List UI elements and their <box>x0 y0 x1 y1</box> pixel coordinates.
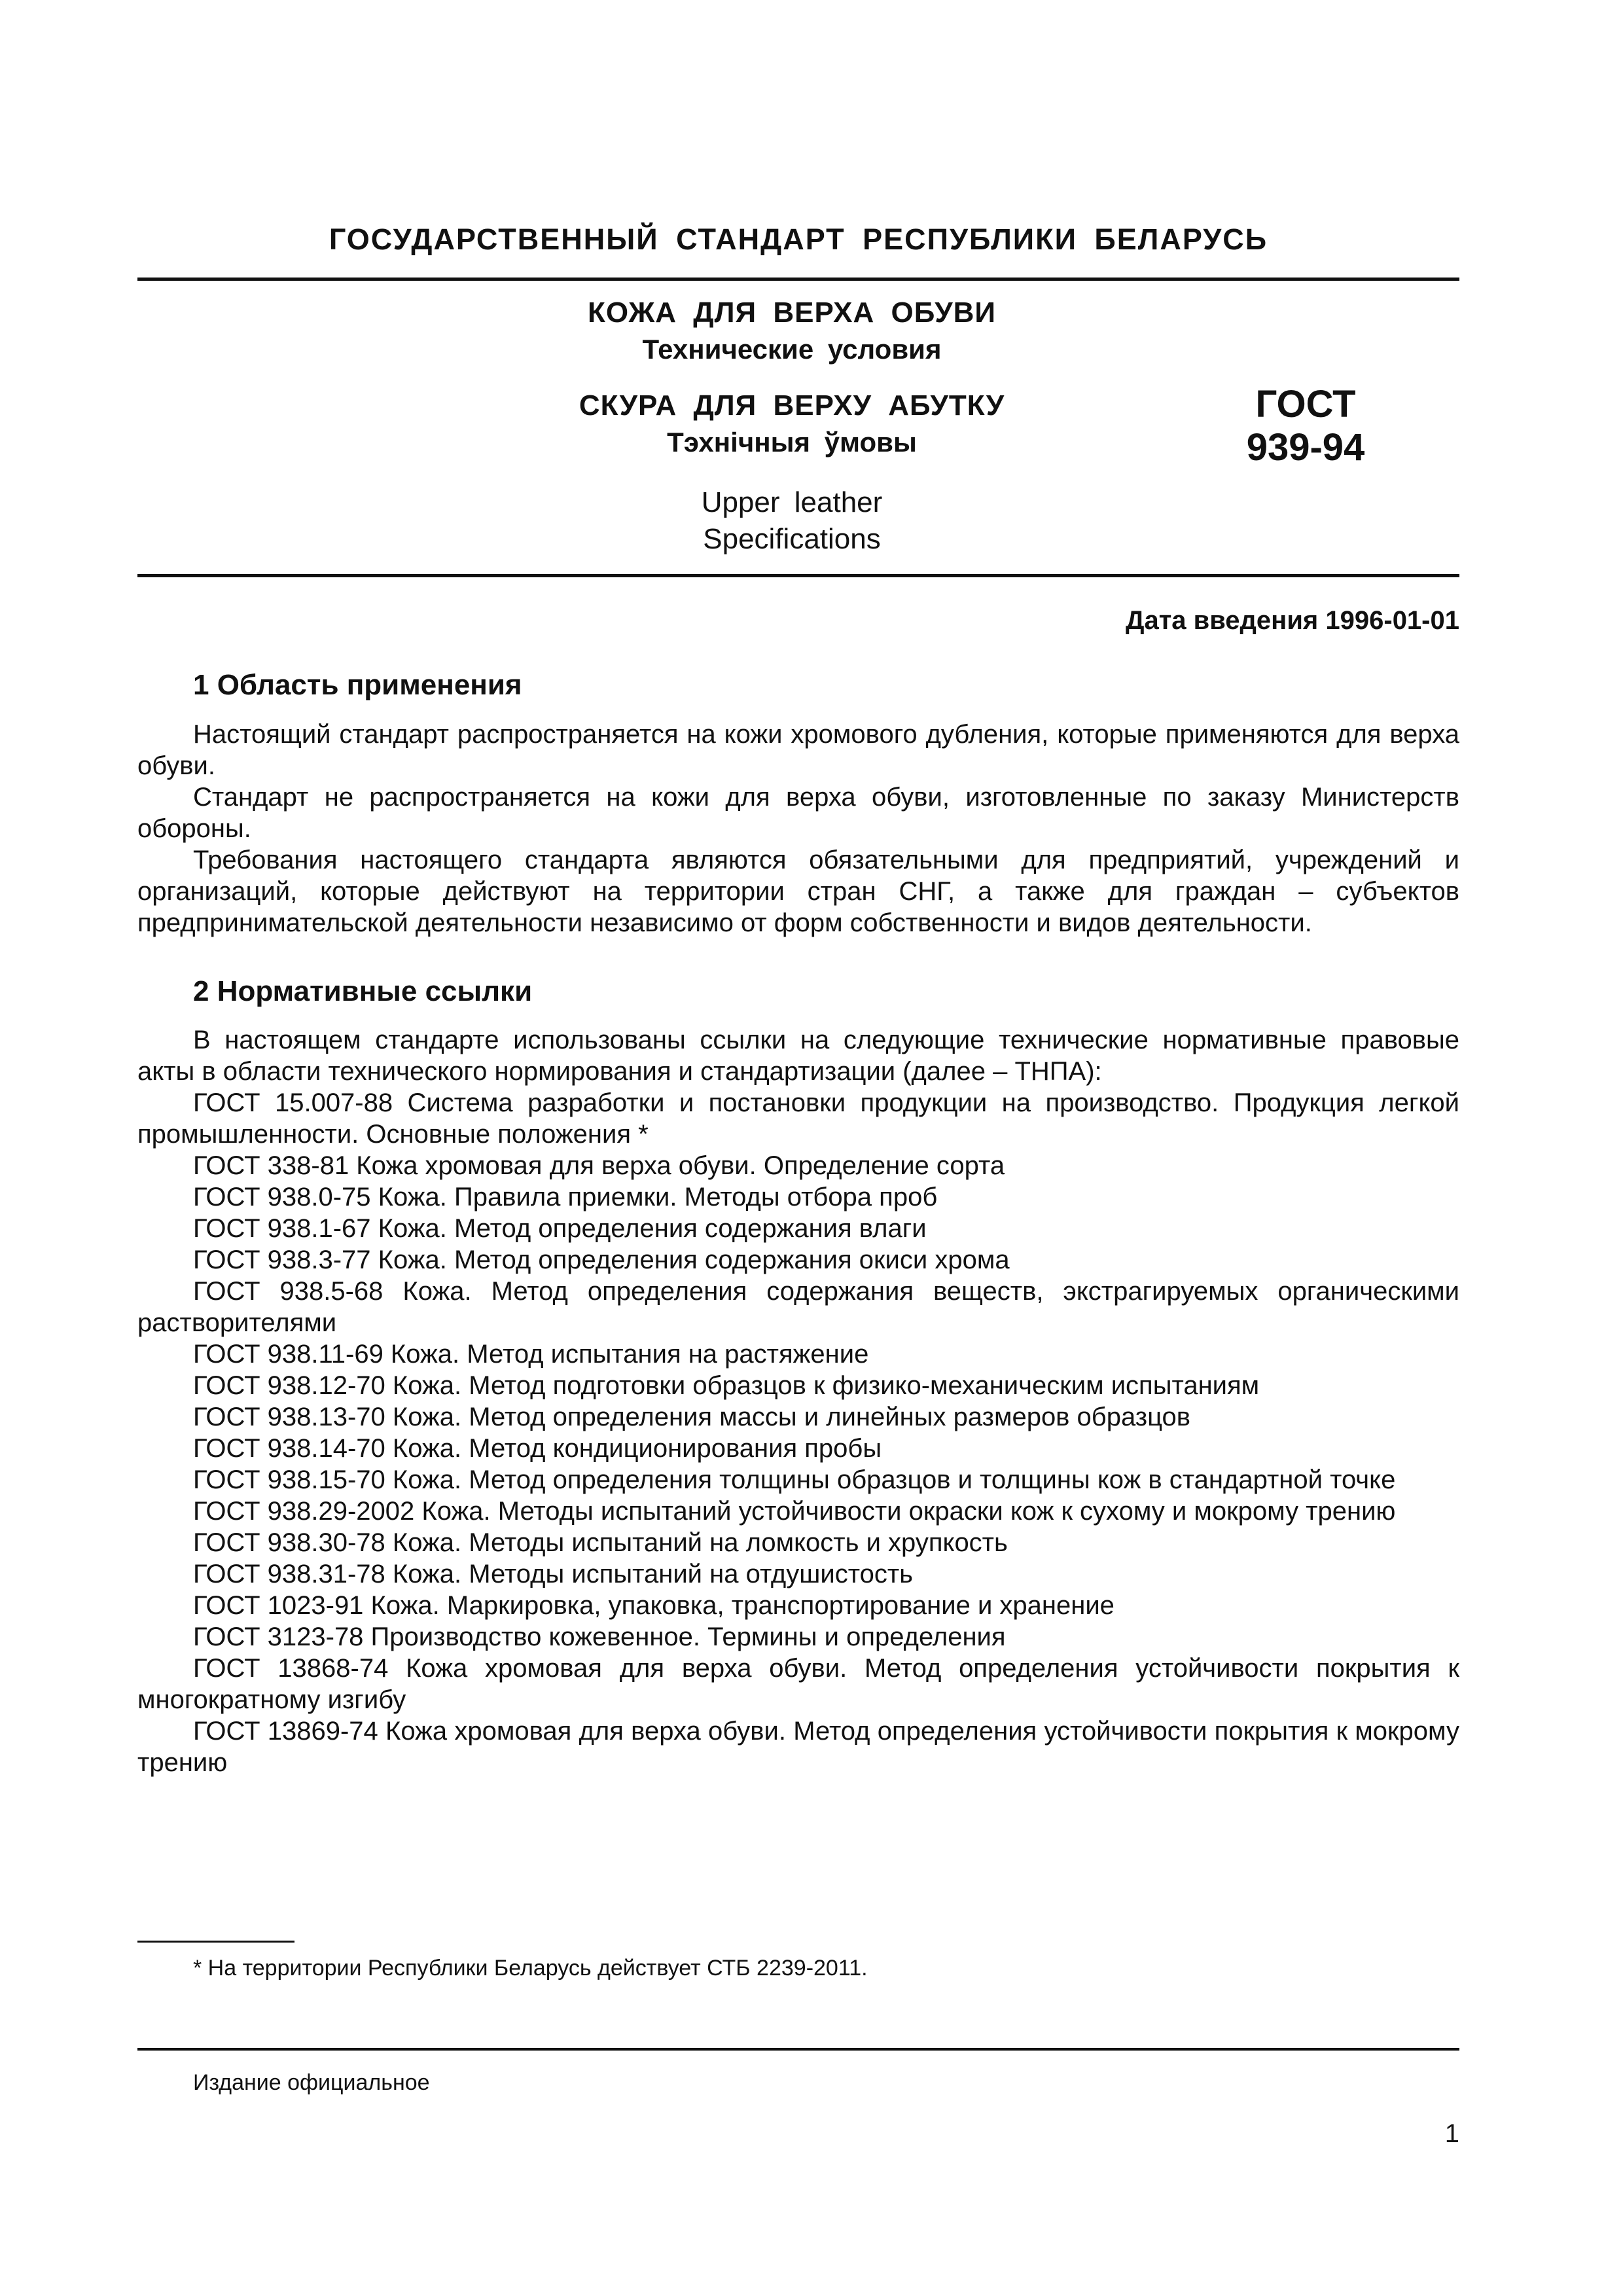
section-references-body <box>137 1024 1459 1778</box>
paragraph: Стандарт не распространяется на кожи для верха обуви, изготовленные по заказу Министерств обороны. <box>137 783 1459 843</box>
footnote: * На территории Республики Беларусь действует СТБ 2239-2011. <box>193 1956 868 1981</box>
reference-item: ГОСТ 338-81 Кожа хромовая для верха обуви. Определение сорта <box>193 1151 1005 1180</box>
header-title: ГОСУДАРСТВЕННЫЙ СТАНДАРТ РЕСПУБЛИКИ БЕЛАРУСЬ <box>329 223 1268 256</box>
reference-item: ГОСТ 15.007-88 Система разработки и постановки продукции на производство. Продукция легкой промышленности. Основные положения * <box>137 1088 1459 1149</box>
reference-item: ГОСТ 938.12-70 Кожа. Метод подготовки образцов к физико-механическим испытаниям <box>193 1371 1260 1400</box>
reference-item: ГОСТ 938.0-75 Кожа. Правила приемки. Методы отбора проб <box>193 1183 938 1211</box>
reference-item: ГОСТ 938.29-2002 Кожа. Методы испытаний устойчивости окраски кож к сухому и мокрому трению <box>193 1497 1396 1526</box>
paragraph: Настоящий стандарт распространяется на кожи хромового дубления, которые применяются для верха обуви. <box>137 720 1459 780</box>
edition-label: Издание официальное <box>193 2070 430 2095</box>
reference-item: ГОСТ 938.13-70 Кожа. Метод определения массы и линейных размеров образцов <box>193 1403 1191 1431</box>
standard-designation <box>1230 383 1381 469</box>
page-number: 1 <box>1444 2119 1459 2148</box>
title-russian <box>353 295 1230 368</box>
title-belarusian <box>353 387 1230 461</box>
introduction-date: Дата введения 1996-01-01 <box>1125 606 1459 635</box>
footnote-separator <box>137 1941 294 1943</box>
reference-item: ГОСТ 938.31-78 Кожа. Методы испытаний на отдушистость <box>193 1560 913 1588</box>
section-heading-scope: 1 Область применения <box>193 669 522 701</box>
reference-item: ГОСТ 938.14-70 Кожа. Метод кондиционирования пробы <box>193 1434 882 1463</box>
belarusian-subtitle: Тэхнічныя ўмовы <box>667 427 917 457</box>
reference-item: ГОСТ 3123-78 Производство кожевенное. Термины и определения <box>193 1623 1006 1651</box>
english-title: Upper leather <box>701 486 883 518</box>
reference-item: ГОСТ 938.1-67 Кожа. Метод определения содержания влаги <box>193 1214 927 1243</box>
footer-rule <box>137 2048 1459 2051</box>
title-block-rule <box>137 574 1459 577</box>
references-intro: В настоящем стандарте использованы ссылки на следующие технические нормативные правовые акты в области технического нормирования и стандартизации (далее – ТНПА): <box>137 1026 1459 1086</box>
section-scope-body <box>137 719 1459 939</box>
reference-item: ГОСТ 938.15-70 Кожа. Метод определения толщины образцов и толщины кож в стандартной точке <box>193 1465 1396 1494</box>
paragraph: Требования настоящего стандарта являются обязательными для предприятий, учреждений и организаций, которые действуют на территории стран СНГ, а также для граждан – субъектов предпринимательской деятельности независимо от форм собственности и видов деятельности. <box>137 846 1459 937</box>
reference-item: ГОСТ 938.30-78 Кожа. Методы испытаний на ломкость и хрупкость <box>193 1528 1008 1557</box>
reference-item: ГОСТ 938.11-69 Кожа. Метод испытания на растяжение <box>193 1340 869 1369</box>
russian-subtitle: Технические условия <box>642 334 942 365</box>
reference-item: ГОСТ 1023-91 Кожа. Маркировка, упаковка, транспортирование и хранение <box>193 1591 1115 1620</box>
header-rule <box>137 278 1459 281</box>
title-english <box>353 484 1230 558</box>
russian-title: КОЖА ДЛЯ ВЕРХА ОБУВИ <box>587 296 996 329</box>
english-subtitle: Specifications <box>703 523 881 555</box>
reference-item: ГОСТ 13869-74 Кожа хромовая для верха обуви. Метод определения устойчивости покрытия к мокрому трению <box>137 1717 1459 1777</box>
designation-label: ГОСТ <box>1255 383 1356 425</box>
reference-item: ГОСТ 13868-74 Кожа хромовая для верха обуви. Метод определения устойчивости покрытия к многократному изгибу <box>137 1654 1459 1714</box>
reference-item: ГОСТ 938.3-77 Кожа. Метод определения содержания окиси хрома <box>193 1246 1010 1274</box>
designation-number: 939-94 <box>1246 426 1365 469</box>
section-heading-references: 2 Нормативные ссылки <box>193 975 533 1007</box>
belarusian-title: СКУРА ДЛЯ ВЕРХУ АБУТКУ <box>579 389 1005 422</box>
reference-item: ГОСТ 938.5-68 Кожа. Метод определения содержания веществ, экстрагируемых органическими растворителями <box>137 1277 1459 1337</box>
